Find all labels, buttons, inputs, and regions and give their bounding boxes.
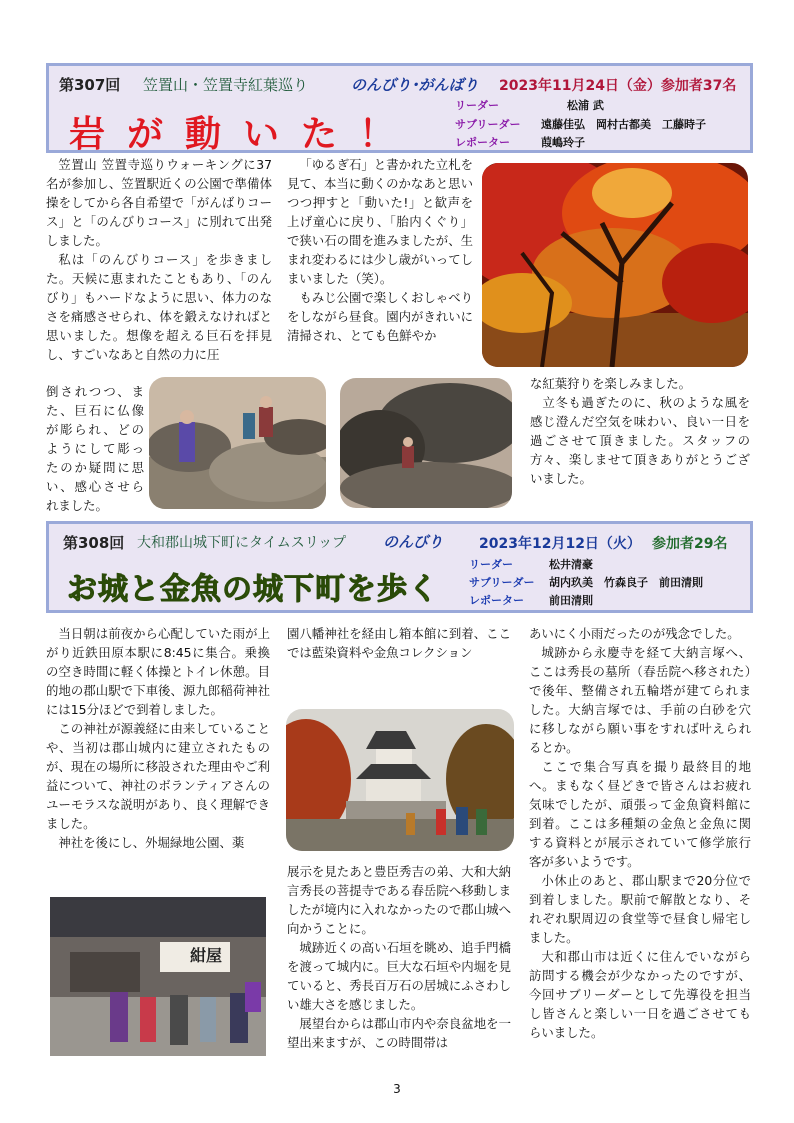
event1-leader-label: リーダー (455, 99, 499, 112)
event2-paragraph: 城跡から永慶寺を経て大納言塚へ、ここは秀長の墓所（春岳院へ移された）で後年、整備され五輪塔が建てられました。大納言塚では、手前の白砂を穴に移しながら願い事をすれば叶えられるとか。 (529, 645, 751, 755)
event1-column-1-cont (46, 382, 144, 515)
shop-sign: 紺屋 (190, 946, 223, 965)
event2-banner (46, 521, 753, 613)
event2-date: 2023年12月12日（火） (479, 536, 641, 552)
castle-photo (286, 709, 514, 851)
event2-paragraph: 城跡近くの高い石垣を眺め、追手門橋を渡って城内に。巨大な石垣や内堀を見ていると、秀長百万石の居城にふさわしい雄大さを感じました。 (287, 940, 511, 1012)
event1-headline: 岩が動いた！ (69, 113, 418, 155)
event1-column-3 (530, 374, 750, 488)
event1-banner (46, 63, 753, 153)
konya-shop-photo (50, 897, 266, 1056)
event2-paragraph: 展示を見たあと豊臣秀吉の弟、大和大納言秀長の菩提寺である春岳院へ移動しましたが境内に入れなかったので郡山城へ向かうことに。 (287, 864, 511, 936)
event1-paragraph: 「ゆるぎ石」と書かれた立札を見て、本当に動くのかなあと思いつつ押すと「動いた!」と歓声を上げ童心に戻り、「胎内くぐり」で狭い石の間を進みましたが、生まれ変わるには少し歳がいってしまいました（笑）。 (287, 157, 473, 286)
page-number: 3 (393, 1082, 401, 1096)
event2-reporter: 前田清則 (549, 594, 593, 607)
event2-paragraph: 当日朝は前夜から心配していた雨が上がり近鉄田原本駅に8:45に集合。乗換の空き時間に軽く体操とトイレ休憩。目的地の郡山駅で下車後、源九郎稲荷神社には15分ほどで到着しました。 (46, 626, 270, 717)
event1-paragraph: 立冬も過ぎたのに、秋のような風を感じ澄んだ空気を味わい、良い一日を過ごさせて頂きました。スタッフの方々、楽しませて頂きありがとうございました。 (530, 395, 750, 486)
boulder-photo (340, 378, 512, 508)
event2-subleaders: 胡内玖美 竹森良子 前田清則 (549, 576, 703, 589)
hikers-at-rocks-photo (149, 377, 326, 509)
event2-column-3 (529, 624, 751, 1042)
event1-column-1 (46, 155, 272, 364)
event2-title: 大和郡山城下町にタイムスリップ (137, 535, 347, 551)
event2-paragraph: 神社を後にし、外堀緑地公園、薬 (58, 835, 245, 850)
event2-number: 第308回 (63, 534, 125, 552)
event2-paragraph: この神社が源義経に由来していることや、当初は郡山城内に建立されたものが、現在の場所に移設された理由やご利益について、神社のボランティアさんのユーモラスな説明があり、良く理解できました。 (46, 721, 270, 831)
event1-reporter: 葭嶋玲子 (541, 136, 585, 149)
event1-reporter-label: レポーター (455, 136, 510, 149)
event2-course: のんびり (383, 533, 444, 551)
event1-paragraph: 笠置山 笠置寺巡りウォーキングに37名が参加し、笠置駅近くの公園で準備体操をしてから各自希望で「がんばりコース」と「のんびりコース」に別れて出発しました。 (46, 157, 272, 248)
event2-column-1 (46, 624, 270, 852)
event2-column-2-cont (287, 862, 511, 1052)
event2-subleader-label: サブリーダー (469, 576, 535, 589)
event1-number: 第307回 (59, 76, 121, 94)
event2-paragraph: 小休止のあと、郡山駅まで20分位で到着しました。駅前で解散となり、それぞれ駅周辺の食堂等で昼食し帰宅しました。 (529, 873, 751, 945)
event1-title: 笠置山・笠置寺紅葉巡り (143, 76, 309, 94)
event2-leader: 松井清豪 (549, 558, 593, 571)
event1-paragraph: な紅葉狩りを楽しみました。 (530, 376, 692, 391)
event1-subleader-label: サブリーダー (455, 118, 521, 131)
event1-date: 2023年11月24日（金）参加者37名 (499, 78, 737, 94)
event1-paragraph: 倒されつつ、また、巨石に仏像が彫られ、どのようにして彫ったのか疑問に思い、感心させられました。 (46, 384, 144, 513)
event1-leader: 松浦 武 (567, 99, 604, 112)
event1-course: のんびり･がんばり (351, 76, 479, 94)
event2-paragraph: 展望台からは郡山市内や奈良盆地を一望出来ますが、この時間帯は (287, 1016, 511, 1050)
event2-reporter-label: レポーター (469, 594, 524, 607)
event2-column-2 (287, 624, 511, 662)
event2-paragraph: あいにく小雨だったのが残念でした。 (529, 626, 740, 641)
event2-paragraph: ここで集合写真を撮り最終目的地へ。まもなく昼どきで皆さんはお疲れ気味でしたが、頑張って金魚資料館に到着。ここは多種類の金魚と金魚に関する資料とが展示されていて修学旅行客が多いようです。 (529, 759, 751, 869)
event1-paragraph: もみじ公園で楽しくおしゃべりをしながら昼食。園内がきれいに清掃され、とても色鮮やか (287, 290, 473, 343)
event1-column-2 (287, 155, 473, 345)
event2-paragraph: 大和郡山市は近くに住んでいながら訪問する機会が少なかったのですが、今回サブリーダーとして先導役を担当し皆さんと楽しい一日を過ごさせてもらいました。 (529, 949, 751, 1040)
event1-subleaders: 遠藤佳弘 岡村古都美 工藤時子 (541, 118, 706, 131)
event2-paragraph: 園八幡神社を経由し箱本館に到着、ここでは藍染資料や金魚コレクション (287, 626, 511, 660)
event1-paragraph: 私は「のんびりコース」を歩きました。天候に恵まれたこともあり、「のんびり」もハードなように思い、体力のなさを痛感させられ、体を鍛えなければと思いました。想像を超える巨石を拝見し、すごいなあと自然の力に圧 (46, 252, 272, 362)
event2-leader-label: リーダー (469, 558, 513, 571)
autumn-leaves-photo (482, 163, 748, 367)
event2-count: 参加者29名 (652, 536, 728, 552)
event2-headline: お城と金魚の城下町を歩く (67, 572, 439, 607)
